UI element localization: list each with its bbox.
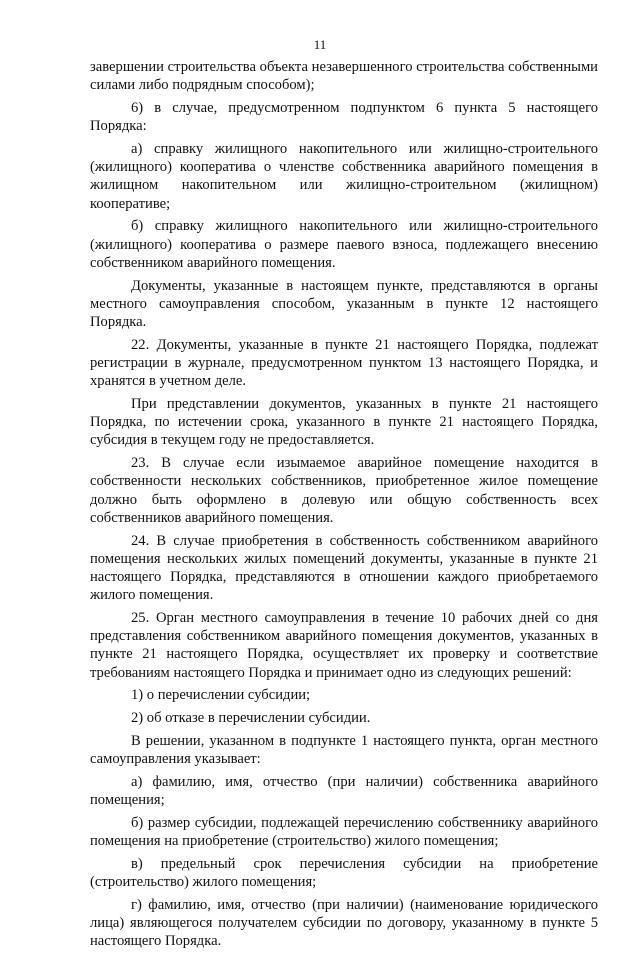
paragraph-24: 24. В случае приобретения в собственность собственником аварийного помещения нескольких жилых помещений документы, указанные в пункте 21 настоящего Порядка, представляются в отношении каждого приобретаемого жилого помещения.	[90, 532, 598, 604]
document-body	[90, 58, 598, 955]
paragraph-subitem-a: а) справку жилищного накопительного или жилищно-строительного (жилищного) кооператива о членстве собственника аварийного помещения в жилищном накопительном или жилищно-строительном (жилищном) кооперативе;	[90, 141, 598, 212]
paragraph-25: 25. Орган местного самоуправления в течение 10 рабочих дней со дня представления собственником аварийного помещения документов, указанных в пункте 21 настоящего Порядка, осуществляет их проверку и соответствие требованиям настоящего Порядка и принимает одно из следующих решений:	[90, 610, 598, 681]
paragraph-documents-submission: Документы, указанные в настоящем пункте, представляются в органы местного самоуправления способом, указанным в пункте 12 настоящего Порядка.	[90, 277, 598, 331]
paragraph-late-submission: При представлении документов, указанных в пункте 21 настоящего Порядка, по истечении срока, указанного в пункте 21 настоящего Порядка, субсидия в текущем году не предоставляется.	[90, 396, 598, 449]
paragraph-continuation: завершении строительства объекта незавершенного строительства собственными силами либо подрядным способом);	[90, 59, 598, 94]
paragraph-decision-d: г) фамилию, имя, отчество (при наличии) (наименование юридического лица) являющегося получателем субсидии по договору, указанному в пункте 5 настоящего Порядка.	[90, 897, 598, 950]
paragraph-decision-b: б) размер субсидии, подлежащей перечислению собственнику аварийного помещения на приобретение (строительство) жилого помещения;	[90, 815, 598, 850]
paragraph-decision-a: а) фамилию, имя, отчество (при наличии) собственника аварийного помещения;	[90, 774, 598, 809]
paragraph-23: 23. В случае если изымаемое аварийное помещение находится в собственности нескольких собственников, приобретенное жилое помещение должно быть оформлено в долевую или общую собственность всех собственников аварийного помещения.	[90, 455, 598, 526]
page-number: 11	[313, 37, 327, 52]
paragraph-decision-2: 2) об отказе в перечислении субсидии.	[131, 710, 371, 727]
paragraph-22: 22. Документы, указанные в пункте 21 настоящего Порядка, подлежат регистрации в журнале, предусмотренном пунктом 13 настоящего Порядка, и хранятся в учетном деле.	[90, 336, 598, 390]
paragraph-subitem-b: б) справку жилищного накопительного или жилищно-строительного (жилищного) кооператива о размере паевого взноса, подлежащего внесению собственником аварийного помещения.	[90, 218, 598, 271]
paragraph-decision-c: в) предельный срок перечисления субсидии на приобретение (строительство) жилого помещения;	[90, 856, 598, 891]
paragraph-decision-1: 1) о перечислении субсидии;	[131, 687, 311, 704]
paragraph-item-6: 6) в случае, предусмотренном подпунктом 6 пункта 5 настоящего Порядка:	[90, 100, 598, 135]
paragraph-decision-contents: В решении, указанном в подпункте 1 настоящего пункта, орган местного самоуправления указывает:	[90, 733, 598, 768]
